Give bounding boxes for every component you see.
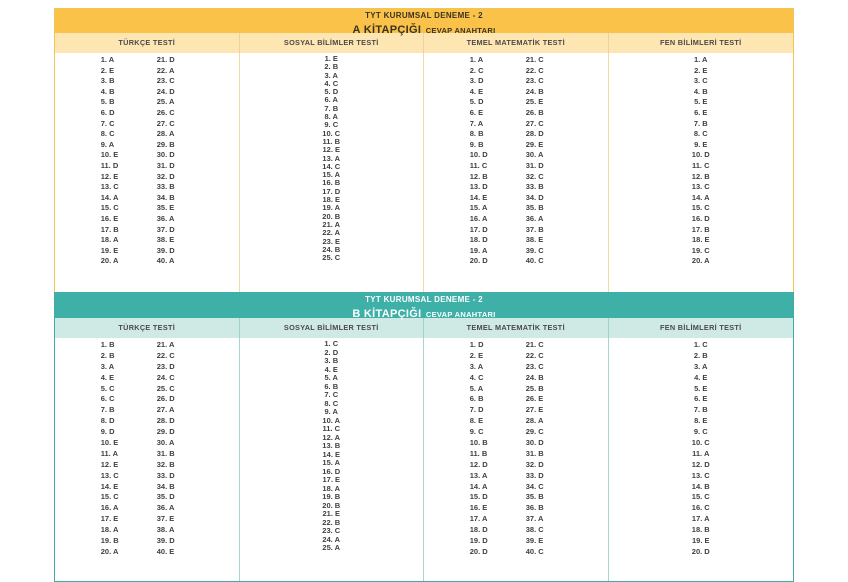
answer-item: 16. D: [691, 213, 710, 223]
answer-item: 21. C: [525, 55, 544, 64]
answers-turkish: [55, 53, 240, 292]
answer-item: 12. A: [322, 432, 341, 442]
answer-item: 4. E: [694, 372, 708, 382]
answer-item: 11. C: [691, 160, 710, 170]
answer-item: 32. C: [525, 171, 544, 181]
answer-item: 26. E: [525, 394, 544, 404]
answer-item: 14. E: [322, 449, 340, 459]
answer-list: [240, 340, 424, 553]
answer-item: 12. D: [469, 459, 488, 469]
subject-header-social: SOSYAL BİLİMLER TESTİ: [240, 33, 425, 53]
answer-item: 38. E: [525, 235, 544, 245]
answer-item: 23. C: [322, 526, 341, 535]
answer-item: 38. E: [156, 235, 175, 245]
answer-item: 25. B: [525, 383, 544, 393]
answer-list: [91, 55, 151, 267]
answer-item: 15. D: [469, 492, 488, 502]
answer-item: 21. E: [322, 509, 340, 518]
answers-social: [240, 338, 425, 581]
answer-item: 32. B: [156, 459, 175, 469]
answer-item: 11. A: [692, 448, 710, 458]
answer-item: 13. C: [100, 182, 119, 192]
answer-item: 7. B: [100, 405, 115, 415]
answer-item: 6. B: [324, 381, 339, 391]
answer-item: 25. A: [156, 97, 175, 107]
answer-item: 32. D: [525, 459, 544, 469]
answer-key-booklet-a: [54, 8, 794, 293]
answer-item: 35. B: [525, 492, 544, 502]
answer-item: 1. B: [100, 340, 115, 349]
answer-item: 16. E: [469, 503, 488, 513]
answer-item: 5. A: [324, 373, 338, 382]
answer-item: 27. E: [525, 405, 544, 415]
answer-item: 11. B: [322, 136, 340, 146]
answer-item: 12. E: [100, 459, 119, 469]
answer-item: 10. C: [322, 128, 341, 138]
answer-item: 14. A: [469, 481, 488, 491]
answer-item: 34. C: [525, 481, 544, 491]
answer-item: 25. A: [322, 543, 341, 552]
answer-item: 35. D: [156, 492, 175, 502]
answer-item: 9. A: [100, 139, 115, 149]
answer-item: 39. D: [156, 536, 175, 546]
answer-item: 1. D: [469, 340, 484, 349]
answer-item: 2. B: [693, 350, 708, 360]
answer-item: 14. A: [691, 192, 710, 202]
answer-item: 9. B: [469, 139, 484, 149]
answer-item: 19. B: [322, 492, 341, 501]
answers-math: [424, 338, 609, 581]
answer-item: 6. C: [100, 394, 115, 404]
answer-item: 7. C: [100, 118, 115, 128]
answer-item: 14. A: [100, 192, 119, 202]
answer-item: 18. E: [691, 235, 710, 245]
answer-item: 3. A: [694, 361, 708, 371]
answer-item: 29. C: [525, 427, 544, 437]
answer-item: 15. A: [469, 203, 488, 213]
answer-item: 19. C: [691, 245, 710, 255]
answer-item: 10. A: [322, 415, 341, 425]
answer-item: 9. C: [693, 427, 708, 437]
answer-item: 3. D: [469, 76, 484, 86]
answer-item: 6. D: [100, 107, 115, 117]
answer-item: 16. D: [322, 466, 341, 476]
answer-item: 28. D: [156, 416, 175, 426]
answer-item: 6. A: [324, 95, 338, 105]
answer-item: 19. A: [469, 245, 488, 255]
answer-item: 23. E: [322, 236, 340, 246]
subject-header-row: [55, 33, 793, 53]
answer-item: 11. A: [100, 448, 118, 458]
answers-social: [240, 53, 425, 292]
answer-item: 27. A: [156, 405, 175, 415]
answer-item: 21. A: [322, 219, 341, 229]
answer-item: 3. A: [100, 361, 115, 371]
answer-item: 10. B: [469, 438, 488, 448]
answer-item: 1. A: [694, 55, 708, 64]
answer-item: 13. D: [469, 182, 488, 192]
answer-item: 32. D: [156, 171, 175, 181]
answer-item: 12. B: [691, 171, 710, 181]
answer-item: 37. E: [156, 514, 175, 524]
answer-item: 14. B: [691, 481, 710, 491]
answer-item: 1. A: [469, 55, 484, 64]
answer-item: 20. D: [469, 256, 488, 266]
subject-header-row: [55, 318, 793, 338]
answers-math: [424, 53, 609, 292]
answer-item: 25. E: [525, 97, 544, 107]
answer-item: 18. D: [469, 525, 488, 535]
answer-item: 25. C: [322, 253, 341, 263]
answer-item: 16. C: [691, 503, 710, 513]
answer-item: 2. D: [324, 347, 339, 357]
answer-item: 15. A: [322, 458, 341, 467]
answer-item: 7. C: [324, 390, 339, 399]
answer-item: 23. D: [156, 361, 175, 371]
answer-item: 26. D: [156, 394, 175, 404]
answer-item: 14. E: [469, 192, 488, 202]
answer-item: 40. C: [525, 256, 544, 266]
answer-item: 27. C: [156, 118, 175, 128]
answer-item: 25. C: [156, 383, 175, 393]
answer-item: 13. C: [691, 182, 710, 192]
answer-item: 20. A: [100, 256, 119, 266]
answer-item: 21. A: [156, 340, 175, 349]
answer-item: 36. A: [525, 213, 544, 223]
answer-key-booklet-b: [54, 292, 794, 582]
answer-item: 3. A: [324, 70, 338, 80]
answer-item: 12. E: [100, 171, 119, 181]
answer-item: 4. E: [324, 364, 338, 374]
answer-item: 8. C: [100, 129, 115, 139]
answer-item: 10. D: [691, 150, 710, 160]
answer-item: 18. A: [322, 483, 341, 493]
answer-item: 24. A: [322, 534, 341, 544]
answer-item: 23. C: [525, 76, 544, 86]
answer-item: 19. A: [322, 203, 341, 213]
answer-item: 30. A: [156, 438, 175, 448]
answer-list: [609, 340, 794, 558]
answer-item: 6. E: [469, 107, 484, 117]
answer-item: 28. D: [525, 129, 544, 139]
answer-item: 40. C: [525, 546, 544, 556]
answer-item: 20. D: [469, 546, 488, 556]
subject-header-science: FEN BİLİMLERİ TESTİ: [659, 323, 742, 332]
answer-item: 6. E: [694, 394, 708, 404]
answer-list: [151, 340, 211, 558]
answer-item: 18. E: [322, 195, 340, 205]
answer-item: 16. A: [100, 503, 119, 513]
answer-item: 8. A: [324, 112, 338, 122]
answer-list: [91, 340, 151, 558]
subject-header-turkish: TÜRKÇE TESTİ: [55, 33, 240, 53]
answer-item: 14. C: [322, 161, 341, 171]
answer-item: 33. B: [525, 182, 544, 192]
answer-item: 15. C: [691, 492, 710, 502]
answer-item: 10. C: [691, 438, 710, 448]
answer-item: 34. B: [156, 192, 175, 202]
answer-item: 7. B: [693, 405, 708, 415]
answer-item: 17. D: [322, 186, 341, 196]
answer-item: 29. D: [156, 427, 175, 437]
answer-item: 24. B: [525, 86, 544, 96]
answer-item: 4. C: [469, 372, 484, 382]
answer-item: 12. B: [469, 171, 488, 181]
answer-item: 31. B: [156, 448, 175, 458]
answer-item: 7. B: [693, 118, 708, 128]
answer-item: 5. E: [694, 383, 708, 393]
answer-item: 4. B: [693, 86, 708, 96]
answer-item: 22. C: [525, 350, 544, 360]
answer-item: 22. B: [322, 517, 341, 527]
answer-item: 19. E: [691, 536, 710, 546]
booklet-title: A KİTAPÇIĞI: [352, 24, 422, 36]
subject-header-turkish: TÜRKÇE TESTİ: [55, 318, 240, 338]
answer-item: 5. A: [469, 383, 484, 393]
answer-item: 40. A: [156, 256, 175, 266]
answer-item: 2. C: [469, 65, 484, 75]
answer-item: 13. A: [322, 153, 341, 163]
answer-item: 8. E: [694, 416, 708, 426]
answer-item: 18. B: [691, 525, 710, 535]
answer-list: [460, 55, 520, 267]
answer-item: 30. A: [525, 150, 544, 160]
answer-list: [520, 55, 580, 267]
answer-item: 9. A: [324, 407, 338, 416]
exam-title: TYT KURUMSAL DENEME - 2: [365, 11, 483, 20]
answer-item: 7. B: [324, 103, 339, 113]
answer-item: 8. D: [100, 416, 115, 426]
answer-item: 20. D: [691, 546, 710, 556]
answer-item: 31. B: [525, 448, 544, 458]
answer-item: 5. C: [100, 383, 115, 393]
booklet-title: B KİTAPÇIĞI: [352, 308, 422, 320]
answer-item: 8. C: [324, 398, 339, 408]
answers-science: [609, 338, 794, 581]
answer-item: 10. E: [100, 150, 119, 160]
answer-item: 20. A: [691, 256, 710, 266]
answer-item: 28. A: [525, 416, 544, 426]
answer-item: 4. E: [469, 86, 484, 96]
answer-item: 22. C: [525, 65, 544, 75]
answer-item: 2. B: [100, 350, 115, 360]
answer-item: 17. B: [100, 224, 119, 234]
answer-item: 5. E: [694, 97, 708, 107]
answer-item: 17. D: [469, 224, 488, 234]
answer-key-header: [55, 293, 793, 318]
answer-item: 7. A: [469, 118, 484, 128]
exam-title: TYT KURUMSAL DENEME - 2: [365, 295, 483, 304]
answer-item: 5. D: [324, 87, 339, 97]
answer-item: 17. B: [691, 224, 710, 234]
answer-item: 29. B: [156, 139, 175, 149]
answer-item: 24. D: [156, 86, 175, 96]
answer-item: 15. C: [100, 203, 119, 213]
answer-item: 36. A: [156, 213, 175, 223]
answer-item: 6. E: [694, 107, 708, 117]
answer-item: 19. D: [469, 536, 488, 546]
answer-item: 13. C: [100, 470, 119, 480]
answer-item: 6. B: [469, 394, 484, 404]
answer-item: 8. E: [469, 416, 484, 426]
answer-item: 17. E: [322, 475, 340, 484]
answer-item: 26. B: [525, 107, 544, 117]
answer-item: 34. B: [156, 481, 175, 491]
answer-item: 12. D: [691, 459, 710, 469]
answer-item: 20. B: [322, 500, 341, 510]
answer-item: 10. D: [469, 150, 488, 160]
answer-item: 33. D: [525, 470, 544, 480]
answer-item: 20. A: [100, 546, 119, 556]
answer-key-label: CEVAP ANAHTARI: [425, 310, 496, 319]
answer-list: [520, 340, 580, 558]
answer-item: 15. A: [322, 170, 341, 180]
answer-item: 37. D: [156, 224, 175, 234]
answer-item: 1. C: [693, 340, 708, 349]
answer-item: 26. C: [156, 107, 175, 117]
answer-item: 27. C: [525, 118, 544, 128]
answer-item: 36. A: [156, 503, 175, 513]
subject-header-social: SOSYAL BİLİMLER TESTİ: [240, 318, 425, 338]
answer-item: 37. A: [525, 514, 544, 524]
answer-item: 15. C: [691, 203, 710, 213]
answer-item: 9. C: [324, 120, 339, 130]
answer-item: 31. D: [525, 160, 544, 170]
answer-item: 22. A: [322, 228, 341, 238]
answer-item: 1. A: [100, 55, 115, 64]
answer-item: 13. B: [322, 441, 341, 450]
answer-item: 17. A: [691, 514, 710, 524]
answer-item: 23. C: [156, 76, 175, 86]
answer-item: 18. A: [100, 525, 119, 535]
answer-item: 14. E: [100, 481, 119, 491]
answer-item: 16. B: [322, 178, 341, 188]
answer-item: 7. D: [469, 405, 484, 415]
answer-item: 33. B: [156, 182, 175, 192]
answer-item: 4. B: [100, 86, 115, 96]
answer-item: 22. A: [156, 65, 175, 75]
answer-item: 30. D: [525, 438, 544, 448]
answer-item: 5. B: [100, 97, 115, 107]
answer-item: 38. A: [156, 525, 175, 535]
answer-item: 19. B: [100, 536, 119, 546]
answer-item: 19. E: [100, 245, 119, 255]
answer-item: 40. E: [156, 546, 175, 556]
answer-item: 23. C: [525, 361, 544, 371]
answers-turkish: [55, 338, 240, 581]
answer-item: 35. B: [525, 203, 544, 213]
answer-item: 16. E: [100, 213, 119, 223]
answer-item: 33. D: [156, 470, 175, 480]
answer-item: 34. D: [525, 192, 544, 202]
answer-item: 39. D: [156, 245, 175, 255]
answer-item: 8. C: [693, 129, 708, 139]
subject-header-science: FEN BİLİMLERİ TESTİ: [659, 38, 742, 47]
answer-item: 5. D: [469, 97, 484, 107]
answer-item: 24. B: [322, 244, 341, 254]
answer-item: 24. B: [525, 372, 544, 382]
answer-item: 3. A: [469, 361, 484, 371]
answer-item: 38. C: [525, 525, 544, 535]
answer-item: 29. E: [525, 139, 544, 149]
answer-item: 1. C: [324, 339, 339, 348]
answer-list: [151, 55, 211, 267]
answer-item: 13. A: [469, 470, 488, 480]
answer-item: 9. E: [694, 139, 708, 149]
answer-item: 2. B: [324, 62, 339, 72]
answer-item: 18. D: [469, 235, 488, 245]
answer-item: 39. E: [525, 536, 544, 546]
answers-science: [609, 53, 794, 292]
subject-header-math: TEMEL MATEMATİK TESTİ: [424, 318, 609, 338]
answer-item: 37. B: [525, 224, 544, 234]
answer-item: 3. B: [324, 356, 339, 365]
answer-item: 4. C: [324, 78, 339, 88]
answer-item: 31. D: [156, 160, 175, 170]
answer-item: 15. C: [100, 492, 119, 502]
answer-item: 3. B: [100, 76, 115, 86]
answer-item: 10. E: [100, 438, 119, 448]
answer-item: 28. A: [156, 129, 175, 139]
answer-item: 9. C: [469, 427, 484, 437]
answer-item: 18. A: [100, 235, 119, 245]
answer-item: 39. C: [525, 245, 544, 255]
answer-item: 17. A: [469, 514, 488, 524]
answer-item: 3. C: [693, 76, 708, 86]
answer-item: 13. C: [691, 470, 710, 480]
answer-item: 22. C: [156, 350, 175, 360]
answer-item: 8. B: [469, 129, 484, 139]
answer-item: 21. D: [156, 55, 175, 64]
answer-item: 20. B: [322, 211, 341, 221]
answer-item: 4. E: [100, 372, 115, 382]
answer-item: 11. C: [469, 160, 488, 170]
answer-item: 30. D: [156, 150, 175, 160]
answer-item: 35. E: [156, 203, 175, 213]
answer-item: 1. E: [324, 54, 338, 63]
answer-item: 16. A: [469, 213, 488, 223]
answer-item: 2. E: [694, 65, 708, 75]
answer-list: [609, 55, 794, 267]
answer-item: 11. D: [100, 160, 119, 170]
answer-item: 11. B: [469, 448, 488, 458]
answer-item: 11. C: [322, 424, 340, 433]
answer-key-label: CEVAP ANAHTARI: [425, 26, 496, 35]
answer-item: 24. C: [156, 372, 175, 382]
answer-item: 2. E: [469, 350, 484, 360]
subject-header-math: TEMEL MATEMATİK TESTİ: [424, 33, 609, 53]
answer-item: 17. E: [100, 514, 119, 524]
answer-key-header: [55, 9, 793, 36]
answer-item: 2. E: [100, 65, 115, 75]
answer-item: 9. D: [100, 427, 115, 437]
answer-item: 12. E: [322, 145, 340, 155]
answer-list: [460, 340, 520, 558]
answer-list: [240, 55, 424, 262]
answer-item: 21. C: [525, 340, 544, 349]
answer-item: 36. B: [525, 503, 544, 513]
